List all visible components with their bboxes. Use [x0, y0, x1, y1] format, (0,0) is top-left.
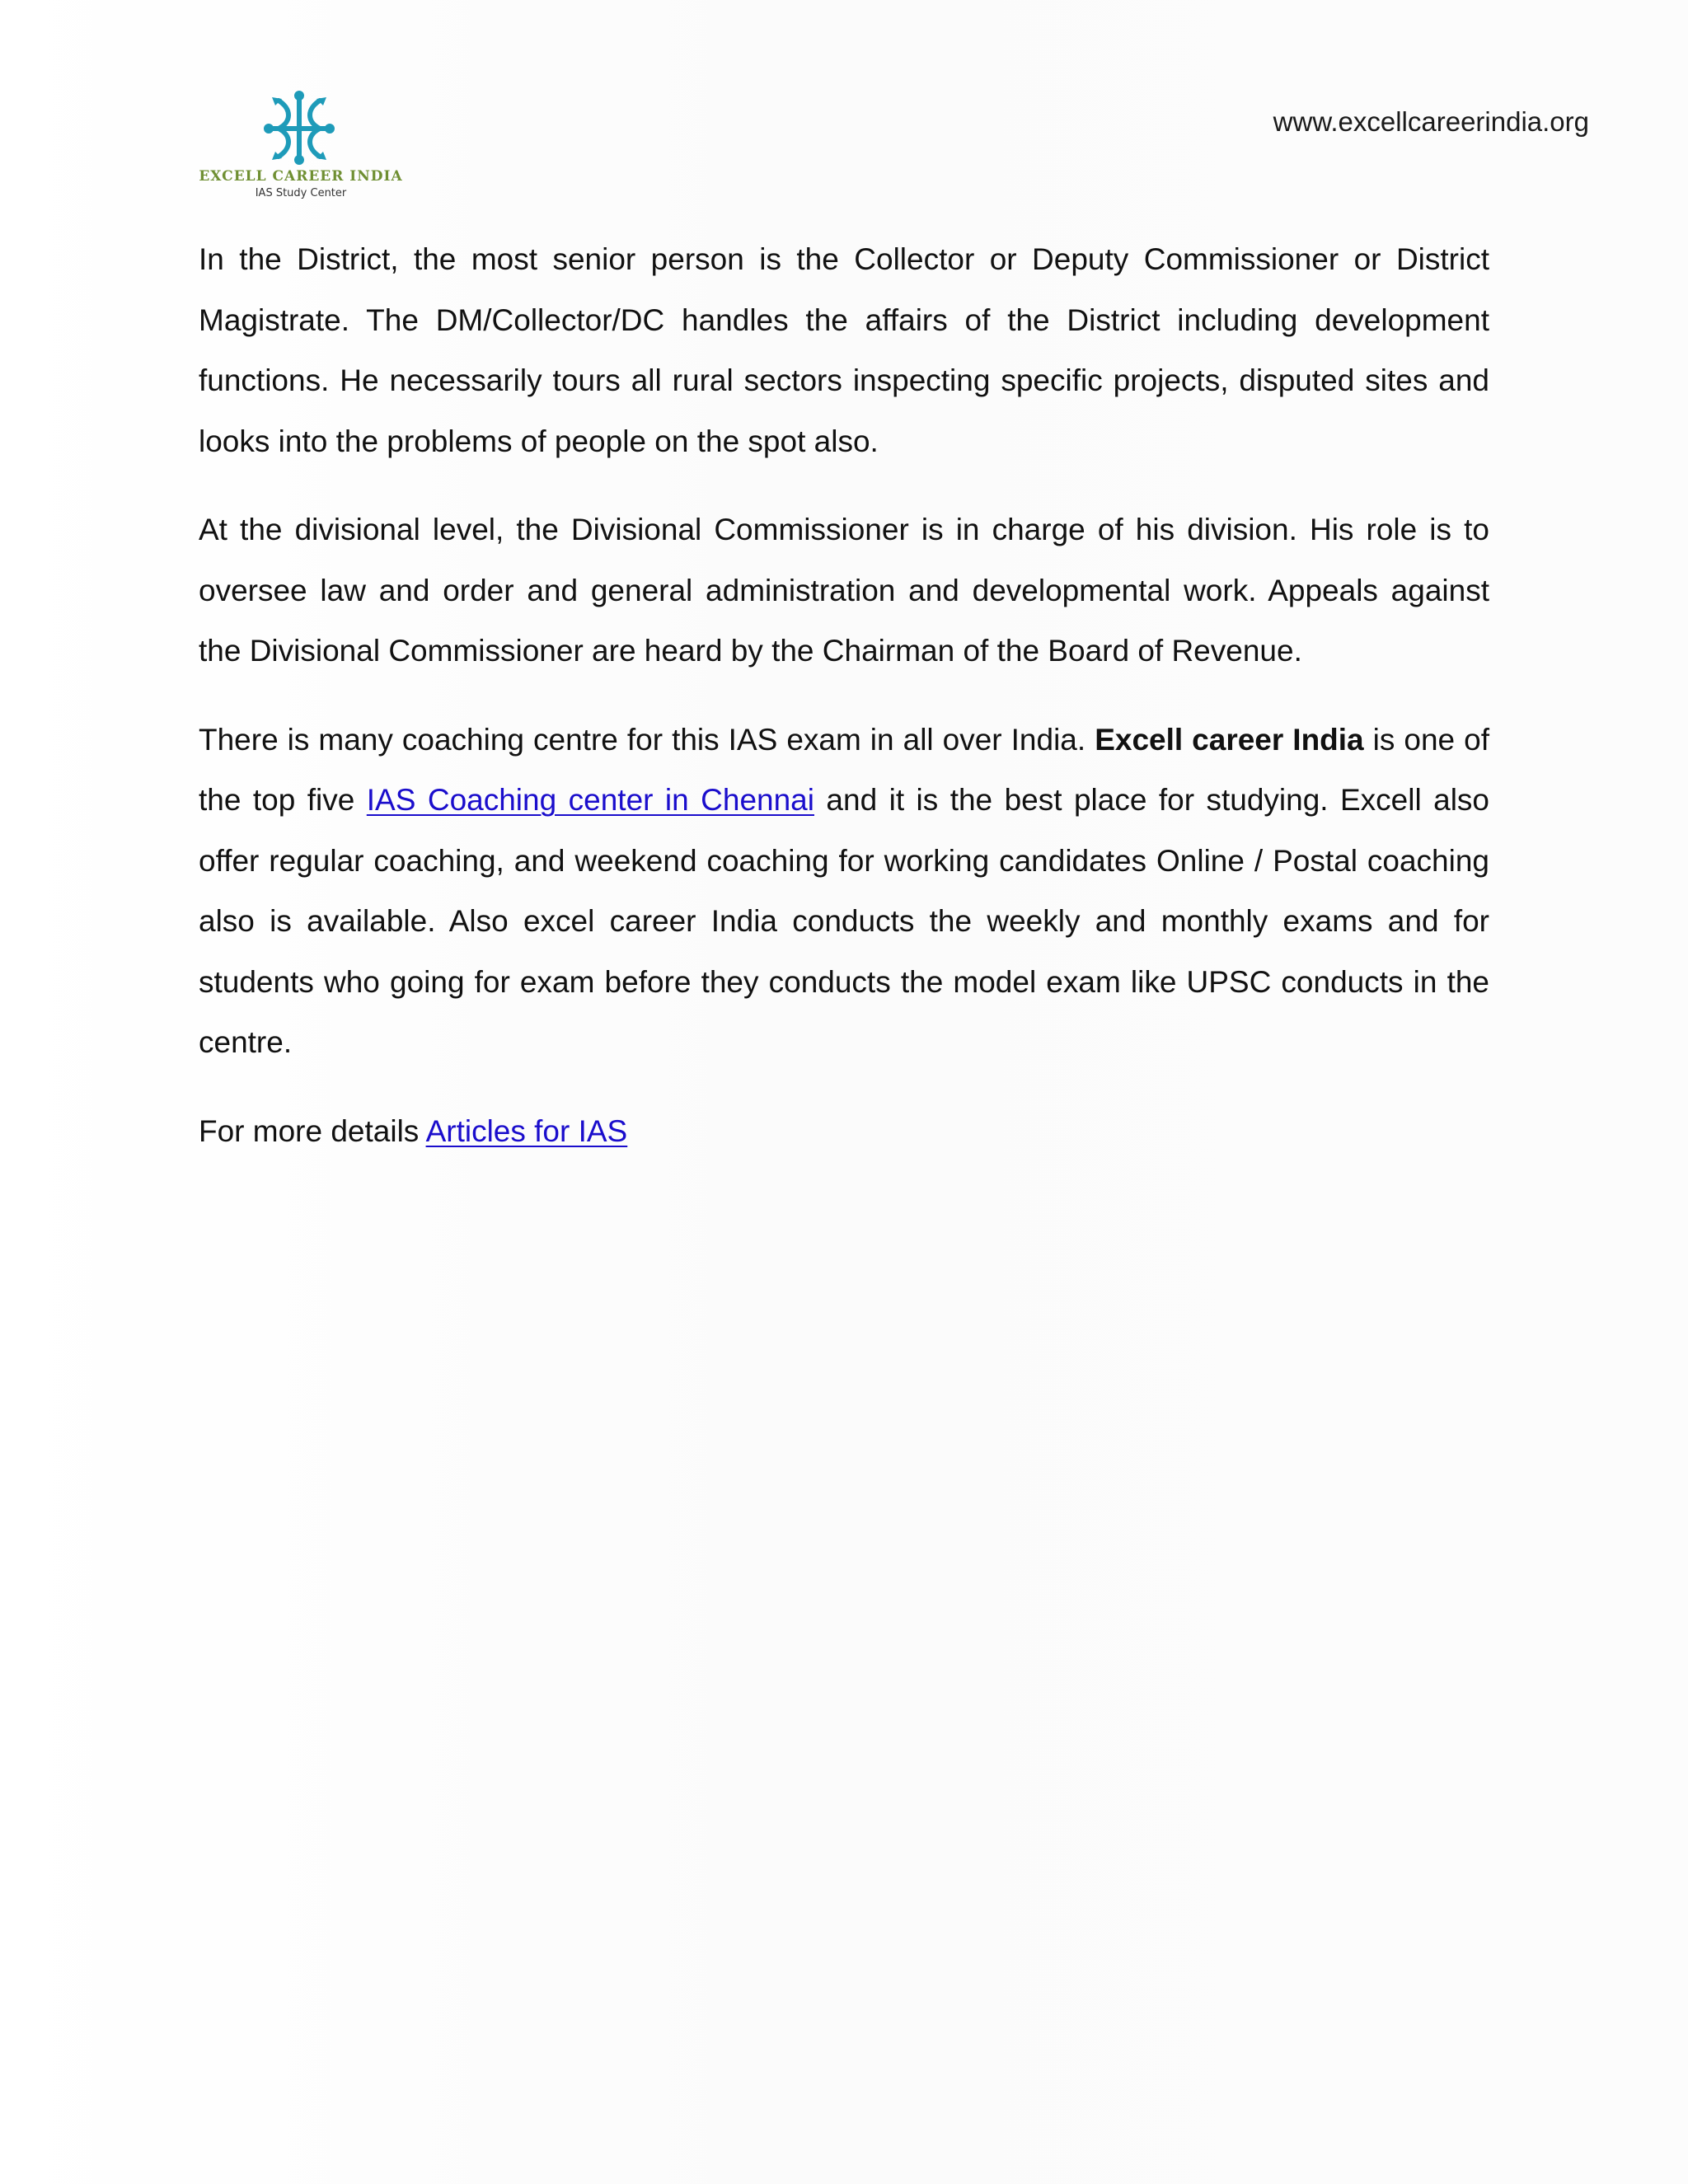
- ias-coaching-chennai-link[interactable]: IAS Coaching center in Chennai: [366, 783, 814, 817]
- logo-emblem-icon: [262, 91, 336, 165]
- bold-brand-name: Excell career India: [1095, 722, 1364, 757]
- articles-for-ias-link[interactable]: Articles for IAS: [425, 1113, 628, 1148]
- paragraph-text-segment: and it is the best place for studying. Excell also offer regular coaching, and weekend coaching for working candidates Online / Postal coaching also is available. Also excel career India conducts the weekly and monthly exams and for students who going for exam before they conducts the model exam like UPSC conducts in the centre.: [199, 783, 1490, 1059]
- paragraph-text-segment: There is many coaching centre for this IAS exam in all over India.: [199, 722, 1095, 757]
- logo-name-text: EXCELL CAREER INDIA: [199, 168, 403, 185]
- logo-subtitle-text: IAS Study Center: [255, 187, 347, 199]
- site-url: www.excellcareerindia.org: [1273, 106, 1589, 137]
- page-header: [0, 0, 1688, 214]
- paragraph-text-segment: is one of the top five: [199, 722, 1489, 817]
- more-details-text: For more details: [199, 1113, 426, 1148]
- paragraph-divisional-commissioner: At the divisional level, the Divisional Commissioner is in charge of his division. His role is to oversee law and order and general administration and developmental work. Appeals against the Divisional Commissioner are heard by the Chairman of the Board of Revenue.: [199, 513, 1489, 668]
- document-body: [199, 229, 1489, 1189]
- paragraph-district-collector: In the District, the most senior person is the Collector or Deputy Commissioner or District Magistrate. The DM/Collector/DC handles the affairs of the District including development functions. He necessarily tours all rural sectors inspecting specific projects, disputed sites and looks into the problems of people on the spot also.: [199, 242, 1489, 458]
- excell-career-india-logo: [198, 91, 412, 206]
- paragraph-coaching-centre: [199, 710, 1489, 1073]
- paragraph-more-details: [199, 1101, 1489, 1162]
